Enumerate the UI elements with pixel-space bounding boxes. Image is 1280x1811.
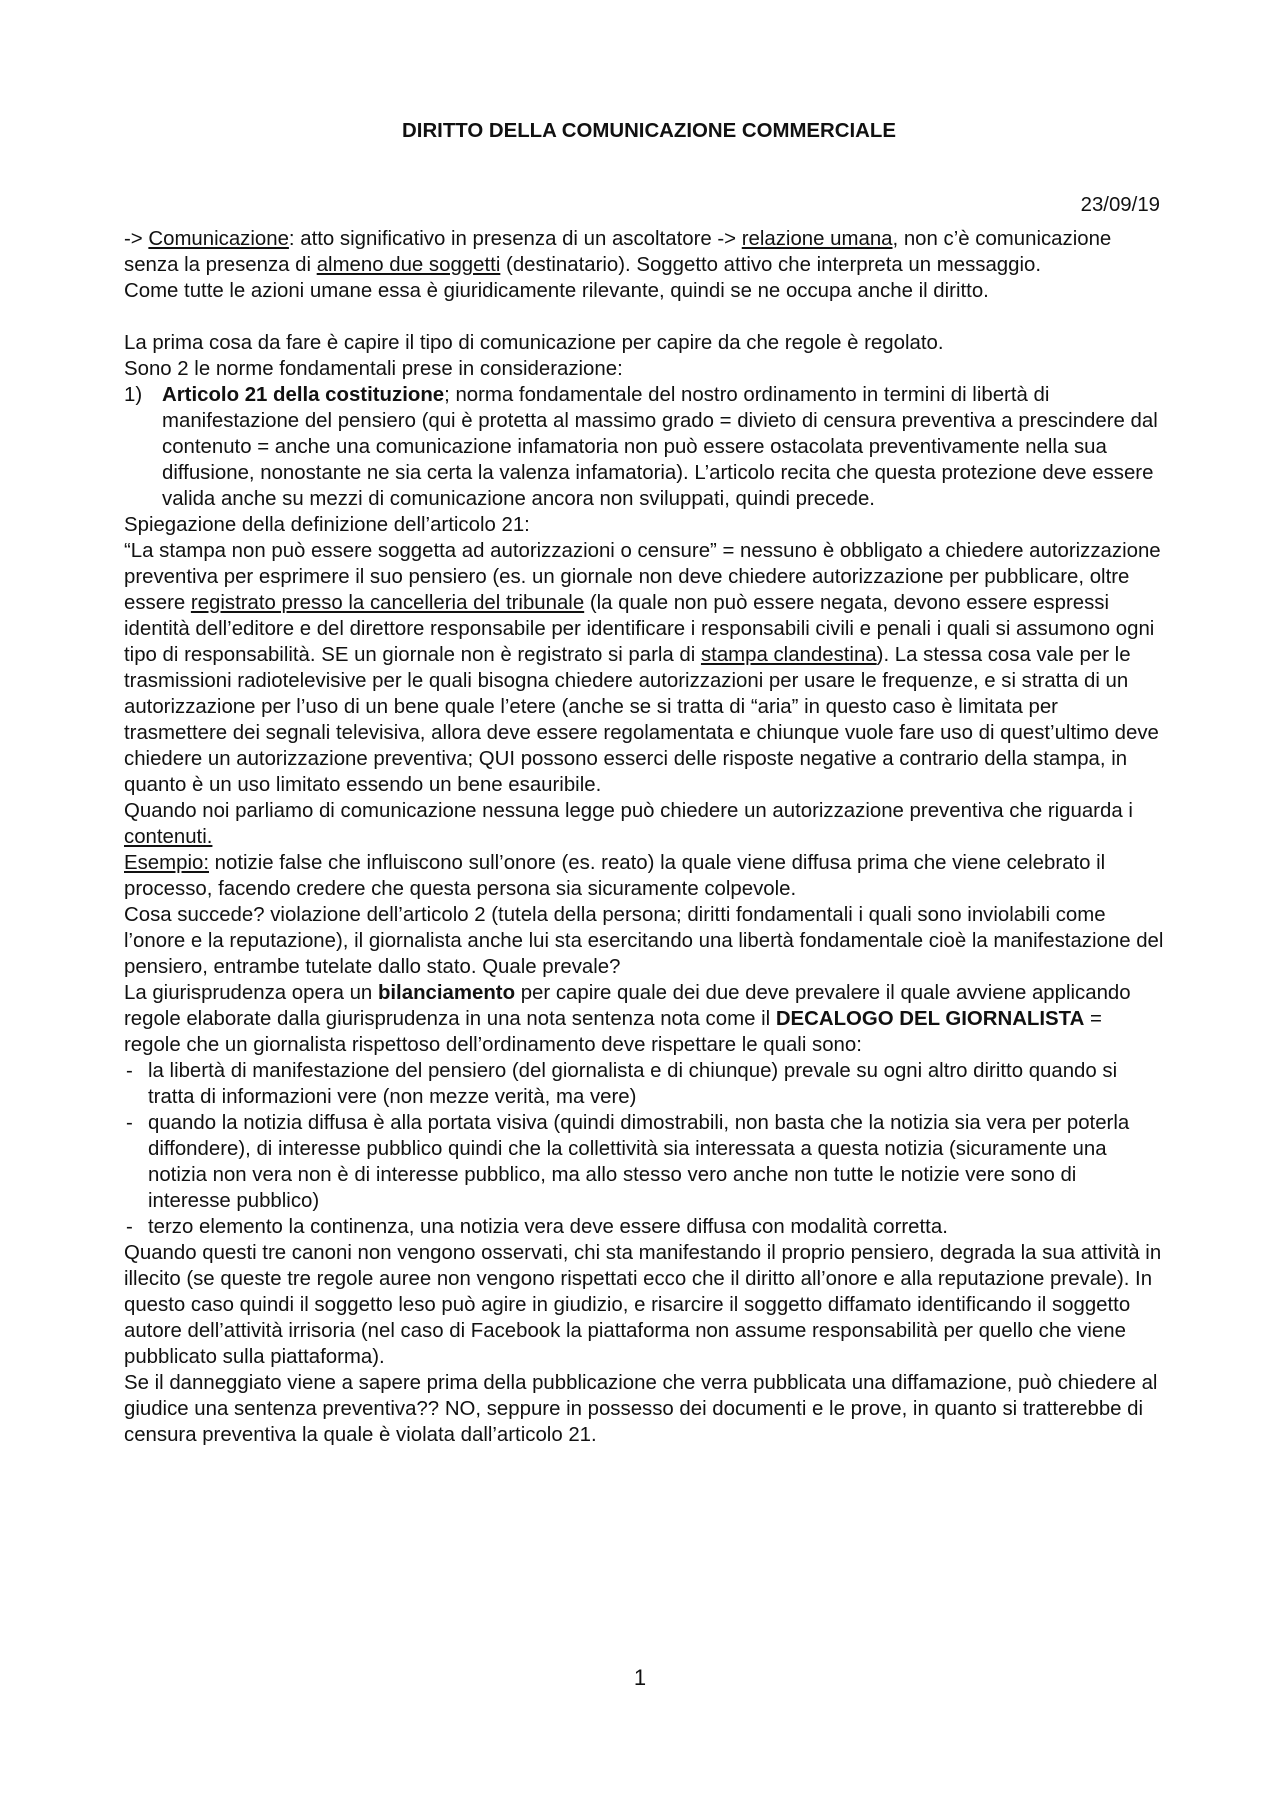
list-item-text: la libertà di manifestazione del pensiero (del giornalista e di chiunque) prevale su ogni altro diritto quando si tratta di informazioni vere (non mezze verità, ma vere) [148, 1060, 1118, 1108]
text-segment: per capire quale dei due deve prevalere il quale avviene applicando regole elaborate dalla giurisprudenza in una nota sentenza nota come il [124, 982, 1131, 1030]
paragraph-cosa-succede: Cosa succede? violazione dell’articolo 2 (tutela della persona; diritti fondamentali i quali sono inviolabili come l’onore e la reputazione), il giornalista anche lui sta esercitando una libertà fondamentale cioè la manifestazione del pensiero, entrambe tutelate dallo stato. Quale prevale? [124, 904, 1164, 978]
paragraph-stampa [124, 538, 1164, 798]
list-item-articolo-21 [124, 382, 1164, 512]
list-marker: 1) [124, 384, 143, 406]
term-stampa-clandestina: stampa clandestina [700, 644, 877, 666]
paragraph-canoni: Quando questi tre canoni non vengono osservati, chi sta manifestando il proprio pensiero, degrada la sua attività in illecito (se queste tre regole auree non vengono rispettati ecco che il diritto all’onore e alla reputazione prevale). In questo caso quindi il soggetto leso può agire in giudizio, e risarcire il soggetto diffamato identificando il soggetto autore dell’attività irrisoria (nel caso di Facebook la piattaforma non assume responsabilità per quello che viene pubblicato sulla piattaforma). [124, 1242, 1162, 1368]
list-marker: - [126, 1112, 133, 1134]
term-almeno-due-soggetti: almeno due soggetti [316, 254, 501, 276]
paragraph-danneggiato: Se il danneggiato viene a sapere prima della pubblicazione che verra pubblicata una diffamazione, può chiedere al giudice una sentenza preventiva?? NO, seppure in possesso dei documenti e le prove, in quanto si tratterebbe di censura preventiva la quale è violata dall’articolo 21. [124, 1372, 1158, 1446]
text-segment: (la quale non può essere negata, devono essere espressi identità dell’editore e del direttore responsabile per identificare i responsabili civili e penali i quali si assumono ogni tipo di responsabilità. SE un giornale non è registrato si parla di [124, 592, 1155, 666]
paragraph-esempio [124, 850, 1164, 902]
text-segment: : atto significativo in presenza di un ascoltatore -> [288, 228, 742, 250]
list-item [124, 1110, 1164, 1214]
paragraph-contenuti [124, 798, 1164, 850]
document-title: DIRITTO DELLA COMUNICAZIONE COMMERCIALE [402, 120, 896, 142]
list-item [124, 1214, 1164, 1240]
list-item [124, 1058, 1164, 1110]
term-articolo-21: Articolo 21 della costituzione [162, 384, 445, 406]
term-relazione-umana: relazione umana [741, 228, 893, 250]
text-segment: notizie false che influiscono sull’onore (es. reato) la quale viene diffusa prima che viene celebrato il processo, facendo credere che questa persona sia sicuramente colpevole. [124, 852, 1106, 900]
term-bilanciamento: bilanciamento [377, 982, 516, 1004]
label-esempio: Esempio: [124, 852, 209, 874]
document-date: 23/09/19 [1080, 194, 1160, 216]
term-decalogo: DECALOGO DEL GIORNALISTA [775, 1008, 1085, 1030]
text-segment: La giurisprudenza opera un [124, 982, 378, 1004]
list-marker: - [126, 1060, 133, 1082]
list-marker: - [126, 1216, 133, 1238]
term-contenuti: contenuti. [124, 826, 213, 848]
list-item-text: quando la notizia diffusa è alla portata visiva (quindi dimostrabili, non basta che la notizia sia vera per poterla diffondere), di interesse pubblico quindi che la collettività sia interessata a questa notizia (sicuramente una notizia non vera non è di interesse pubblico, ma allo stesso vero anche non tutte le notizie vere sono di interesse pubblico) [148, 1112, 1130, 1212]
paragraph-tipo-comunicazione: La prima cosa da fare è capire il tipo di comunicazione per capire da che regole è regolato. [124, 332, 944, 354]
paragraph-rilevanza: Come tutte le azioni umane essa è giuridicamente rilevante, quindi se ne occupa anche il diritto. [124, 280, 989, 302]
list-item-text: terzo elemento la continenza, una notizia vera deve essere diffusa con modalità corretta. [148, 1216, 948, 1238]
term-registrato: registrato presso la cancelleria del tribunale [190, 592, 585, 614]
text-segment: “La stampa non può essere soggetta ad autorizzazioni o censure” = nessuno è obbligato a chiedere autorizzazione preventiva per esprimere il suo pensiero (es. un giornale non deve chiedere autorizzazione per pubblicare, oltre essere [124, 540, 1161, 614]
paragraph-spiegazione: Spiegazione della definizione dell’articolo 21: [124, 514, 530, 536]
text-segment: ; norma fondamentale del nostro ordinamento in termini di libertà di manifestazione del pensiero (qui è protetta al massimo grado = divieto di censura preventiva a prescindere dal contenuto = anche una comunicazione infamatoria non può essere ostacolata preventivamente nella sua diffusione, nonostante ne sia certa la valenza infamatoria). L’articolo recita che questa protezione deve essere valida anche su mezzi di comunicazione ancora non sviluppati, quindi precede. [162, 384, 1158, 510]
paragraph-comunicazione [124, 226, 1164, 278]
text-segment: Quando noi parliamo di comunicazione nessuna legge può chiedere un autorizzazione preventiva che riguarda i [124, 800, 1133, 822]
term-comunicazione: Comunicazione [148, 228, 289, 250]
document-page [124, 118, 1164, 1448]
page-number: 1 [633, 1665, 647, 1690]
text-segment: , non c’è comunicazione senza la presenza di [124, 228, 1112, 276]
text-segment: (destinatario). Soggetto attivo che interpreta un messaggio. [500, 254, 1042, 276]
text-segment: ). La stessa cosa vale per le trasmissioni radiotelevisive per le quali bisogna chiedere autorizzazioni per usare le frequenze, e si stratta di un autorizzazione per l’uso di un bene quale l’etere (anche se si tratta di “aria” in questo caso è limitata per trasmettere dei segnali televisiva, allora deve essere regolamentata e chiunque vuole fare uso di quest’ultimo deve chiedere un autorizzazione preventiva; QUI possono esserci delle risposte negative a contrario della stampa, in quanto è un uso limitato essendo un bene esauribile. [124, 644, 1159, 796]
paragraph-norme: Sono 2 le norme fondamentali prese in considerazione: [124, 358, 623, 380]
paragraph-bilanciamento [124, 980, 1164, 1058]
arrow-text: -> [124, 228, 149, 250]
text-segment: = regole che un giornalista rispettoso dell’ordinamento deve rispettare le quali sono: [124, 1008, 1102, 1056]
